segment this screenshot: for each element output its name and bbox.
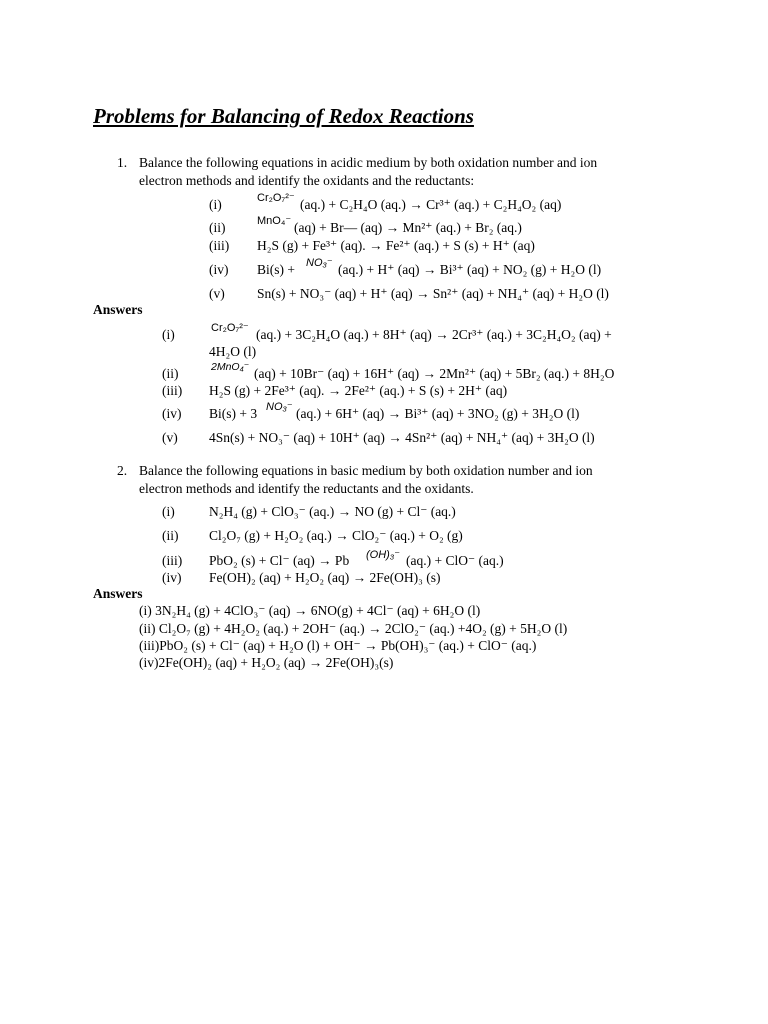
q1-answer-label: (iii): [162, 383, 183, 398]
q2-answer: (ii) Cl₂O₇ (g) + 4H₂O₂ (aq.) + 2OH⁻ (aq.) → 2ClO₂⁻ (aq.) +4O₂ (g) + 5H₂O (l): [139, 621, 568, 636]
q1-answer-equation: H₂S (g) + 2Fe³⁺ (aq). → 2Fe²⁺ (aq.) + S (s) + 2H⁺ (aq): [209, 383, 508, 398]
q2-answer: (i) 3N₂H₄ (g) + 4ClO₃⁻ (aq) → 6NO(g) + 4Cl⁻ (aq) + 6H₂O (l): [139, 603, 481, 618]
q1-answer-label: (i): [162, 327, 175, 342]
q1-answer-equation: (aq) + 10Br⁻ (aq) + 16H⁺ (aq) → 2Mn²⁺ (aq) + 5Br₂ (aq.) + 8H₂O: [254, 366, 615, 381]
q1-instruction-line2: electron methods and identify the oxidants and the reductants:: [139, 173, 475, 188]
q2-item-equation-prefix: PbO₂ (s) + Cl⁻ (aq) → Pb: [209, 553, 350, 568]
q2-item-label: (iii): [162, 553, 183, 568]
q1-answer-label: (ii): [162, 366, 179, 381]
q1-item-equation: (aq.) + C₂H₄O (aq.) → Cr³⁺ (aq.) + C₂H₄O₂ (aq): [300, 197, 562, 212]
q1-answers-heading: Answers: [93, 302, 143, 317]
q2-number: 2.: [117, 463, 128, 478]
page-title: Problems for Balancing of Redox Reactions: [93, 104, 474, 128]
q1-number: 1.: [117, 155, 128, 170]
q2-answer: (iii)PbO₂ (s) + Cl⁻ (aq) + H₂O (l) + OH⁻ → Pb(OH)₃⁻ (aq.) + ClO⁻ (aq.): [139, 638, 537, 653]
q2-answers-heading: Answers: [93, 586, 143, 601]
q1-item-species: MnO₄⁻: [257, 215, 292, 227]
q1-item-equation: (aq.) + H⁺ (aq) → Bi³⁺ (aq) + NO₂ (g) + H₂O (l): [338, 262, 602, 277]
q2-item-equation: N₂H₄ (g) + ClO₃⁻ (aq.) → NO (g) + Cl⁻ (aq.): [209, 504, 456, 519]
q1-item-equation-prefix: Bi(s) +: [257, 262, 295, 277]
q1-item-label: (iv): [209, 262, 229, 277]
q1-answer-equation: (aq.) + 6H⁺ (aq) → Bi³⁺ (aq) + 3NO₂ (g) + 3H₂O (l): [296, 406, 580, 421]
q2-item-species: (OH)₃⁻: [366, 549, 400, 561]
q1-answer-species: Cr₂O₇²⁻: [211, 322, 249, 334]
q2-item-equation: Fe(OH)₂ (aq) + H₂O₂ (aq) → 2Fe(OH)₃ (s): [209, 570, 441, 585]
q1-answer-label: (v): [162, 430, 178, 445]
q1-item-label: (v): [209, 286, 225, 301]
q2-item-label: (ii): [162, 528, 179, 543]
q1-answer-equation-prefix: Bi(s) + 3: [209, 406, 258, 421]
q2-instruction-line1: Balance the following equations in basic medium by both oxidation number and ion: [139, 463, 593, 478]
q2-item-label: (i): [162, 504, 175, 519]
q1-item-species: NO₃⁻: [306, 257, 333, 269]
q1-instruction-line1: Balance the following equations in acidic medium by both oxidation number and ion: [139, 155, 598, 170]
q1-item-species: Cr₂O₇²⁻: [257, 192, 295, 204]
q2-item-equation: (aq.) + ClO⁻ (aq.): [406, 553, 504, 568]
q1-answer-label: (iv): [162, 406, 182, 421]
q2-item-equation: Cl₂O₇ (g) + H₂O₂ (aq.) → ClO₂⁻ (aq.) + O₂ (g): [209, 528, 463, 543]
q1-item-label: (iii): [209, 238, 230, 253]
q1-answer-species: 2MnO₄⁻: [211, 361, 250, 373]
q1-item-label: (ii): [209, 220, 226, 235]
q1-item-equation: Sn(s) + NO₃⁻ (aq) + H⁺ (aq) → Sn²⁺ (aq) + NH₄⁺ (aq) + H₂O (l): [257, 286, 609, 301]
q2-instruction-line2: electron methods and identify the reductants and the oxidants.: [139, 481, 474, 496]
q1-item-equation: (aq) + Br— (aq) → Mn²⁺ (aq.) + Br₂ (aq.): [294, 220, 522, 235]
q1-answer-continuation: 4H₂O (l): [209, 344, 257, 359]
q1-answer-species: NO₃⁻: [266, 401, 293, 413]
q1-item-equation: H₂S (g) + Fe³⁺ (aq). → Fe²⁺ (aq.) + S (s) + H⁺ (aq): [257, 238, 535, 253]
q1-answer-equation: 4Sn(s) + NO₃⁻ (aq) + 10H⁺ (aq) → 4Sn²⁺ (aq) + NH₄⁺ (aq) + 3H₂O (l): [209, 430, 595, 445]
q1-answer-equation: (aq.) + 3C₂H₄O (aq.) + 8H⁺ (aq) → 2Cr³⁺ (aq.) + 3C₂H₄O₂ (aq) +: [256, 327, 612, 342]
q2-item-label: (iv): [162, 570, 182, 585]
q1-item-label: (i): [209, 197, 222, 212]
q2-answer: (iv)2Fe(OH)₂ (aq) + H₂O₂ (aq) → 2Fe(OH)₃(s): [139, 655, 394, 670]
